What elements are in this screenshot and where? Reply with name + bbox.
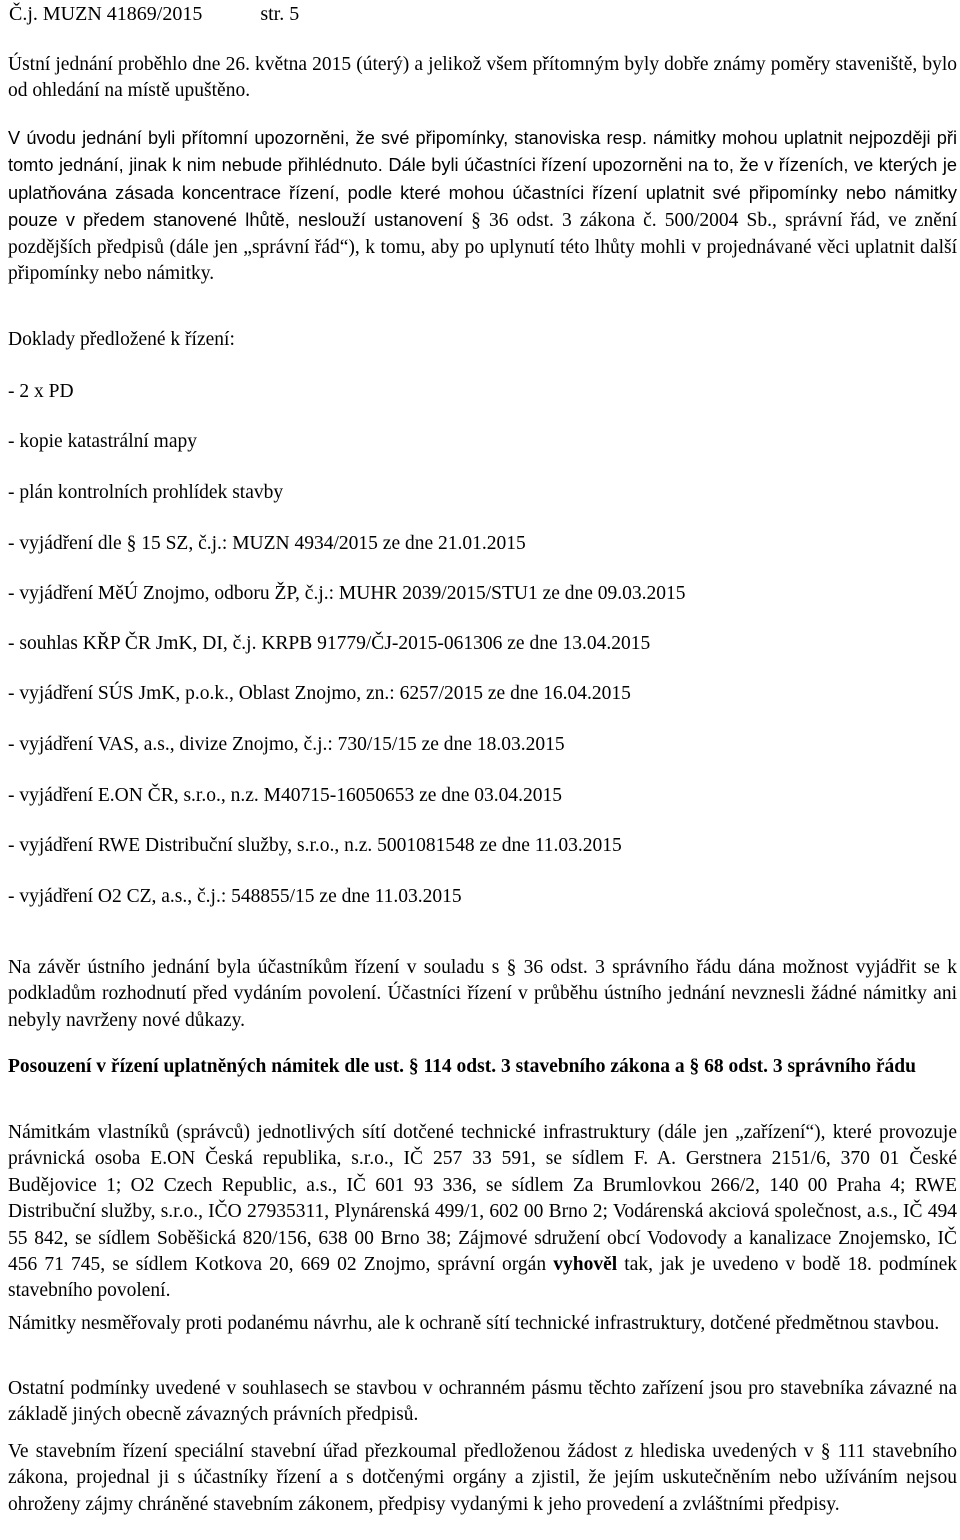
paragraph-objections-scope: Námitky nesměřovaly proti podanému návrhu, ale k ochraně sítí technické infrastruktury, dotčené předmětnou stavbou. [8,1313,940,1334]
document-item: - 2 x PD [8,381,74,402]
documents-heading: Doklady předložené k řízení: [8,329,235,350]
paragraph-review: Ve stavebním řízení speciální stavební úřad přezkoumal předloženou žádost z hlediska uvedených v § 111 stavebního zákona, projednal ji s účastníky řízení a s dotčenými orgány a zjistil, že jejím uskutečněním nebo užíváním nejsou ohroženy zájmy chráněné stavebním zákonem, předpisy vydanými k jeho provedení a zvláštními předpisy. [8,1441,957,1515]
section-heading: Posouzení v řízení uplatněných námitek dle ust. § 114 odst. 3 stavebního zákona a § 68 odst. 3 správního řádu [8,1056,916,1077]
document-item: - vyjádření RWE Distribuční služby, s.r.o., n.z. 5001081548 ze dne 11.03.2015 [8,835,622,856]
paragraph-objections-bold: vyhověl [553,1254,618,1276]
paragraph-notice-sans-2: Dále byli účastníci řízení upozorněni na to, že v řízeních, ve kterých je uplatňována zásada koncentrace řízení, podle které mohou účastníci řízení uplatnit své připomínky nebo námitky pouze v předem stanovené lhůtě, neslouží ustanovení [8,155,957,231]
paragraph-notice-rest: , správní řád, ve znění pozdějších předpisů (dále jen „správní řád“), k tomu, aby po uplynutí této lhůty mohli v projednávané věci uplatnit další připomínky nebo námitky. [8,210,958,285]
paragraph-objections [8,1120,957,1305]
reference-number: Č.j. MUZN 41869/2015 [9,3,203,25]
paragraph-objections-end: tak, jak je uvedeno v bodě 18. podmínek stavebního povolení. [8,1254,957,1302]
document-item: - vyjádření MěÚ Znojmo, odboru ŽP, č.j.: MUHR 2039/2015/STU1 ze dne 09.03.2015 [8,583,686,604]
paragraph-notice [8,125,957,287]
paragraph-conclusion: Na závěr ústního jednání byla účastníkům řízení v souladu s § 36 odst. 3 správního řádu dána možnost vyjádřit se k podkladům rozhodnutí před vydáním povolení. Účastníci řízení v průběhu ústního jednání nevznesli žádné námitky ani nebyly navrženy nové důkazy. [8,957,957,1031]
paragraph-objections-text: Námitkám vlastníků (správců) jednotlivých sítí dotčené technické infrastruktury (dále jen „zařízení“), které provozuje právnická osoba E.ON Česká republika, s.r.o., IČ 257 33 591, se sídlem F. A. Gerstnera 2151/6, 370 01 České Budějovice 1; O2 Czech Republic, a.s., IČ 601 93 336, se sídlem Za Brumlovkou 266/2, 140 00 Praha 4; RWE Distribuční služby, s.r.o., IČO 27935311, Plynárenská 499/1, 602 00 Brno 2; Vodárenská akciová společnost, a.s., IČ 494 55 842, se sídlem Soběšická 820/156, 638 00 Brno 38; Zájmové sdružení obcí Vodovody a kanalizace Znojemsko, IČ 456 71 745, se sídlem Kotkova 20, 669 02 Znojmo, správní orgán [8,1122,957,1276]
document-item: - vyjádření SÚS JmK, p.o.k., Oblast Znojmo, zn.: 6257/2015 ze dne 16.04.2015 [8,683,631,704]
document-item: - vyjádření dle § 15 SZ, č.j.: MUZN 4934/2015 ze dne 21.01.2015 [8,533,526,554]
page-number: str. 5 [260,3,300,25]
document-item: - kopie katastrální mapy [8,431,197,452]
page-header [9,2,299,26]
paragraph-notice-law: § 36 odst. 3 zákona č. 500/2004 Sb. [463,210,772,232]
document-item: - vyjádření VAS, a.s., divize Znojmo, č.j.: 730/15/15 ze dne 18.03.2015 [8,734,565,755]
document-item: - vyjádření O2 CZ, a.s., č.j.: 548855/15 ze dne 11.03.2015 [8,886,462,907]
document-item: - vyjádření E.ON ČR, s.r.o., n.z. M40715-16050653 ze dne 03.04.2015 [8,785,563,806]
paragraph-notice-sans: V úvodu jednání byli přítomní upozorněni, že své připomínky, stanoviska resp. námitky mohou uplatnit nejpozději při tomto jednání, jinak k nim nebude přihlédnuto. [8,128,957,176]
document-item: - souhlas KŘP ČR JmK, DI, č.j. KRPB 91779/ČJ-2015-061306 ze dne 13.04.2015 [8,633,651,654]
document-item: - plán kontrolních prohlídek stavby [8,482,284,503]
paragraph-other-conditions: Ostatní podmínky uvedené v souhlasech se stavbou v ochranném pásmu těchto zařízení jsou pro stavebníka závazné na základě jiných obecně závazných právních předpisů. [8,1378,957,1426]
paragraph-hearing: Ústní jednání proběhlo dne 26. května 2015 (úterý) a jelikož všem přítomným byly dobře známy poměry staveniště, bylo od ohledání na místě upuštěno. [8,54,957,102]
